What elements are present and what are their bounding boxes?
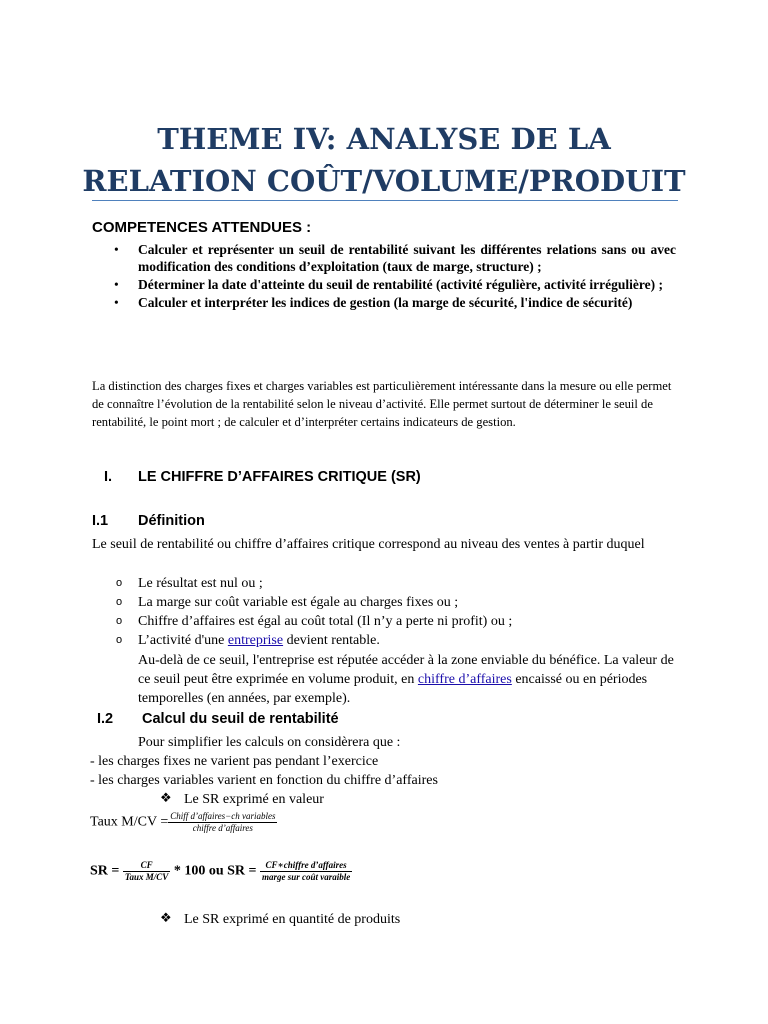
page-title	[60, 118, 708, 202]
definition-paragraph: Le seuil de rentabilité ou chiffre d’affaires critique correspond au niveau des ventes à partir duquel	[92, 537, 645, 552]
subsection-1-title: Définition	[138, 513, 205, 529]
competence-item: • Calculer et représenter un seuil de rentabilité suivant les différentes relations sans ou avec modification des conditions d’exploitation (taux de marge, structure) ;	[114, 242, 676, 274]
taux-label: Taux M/CV =	[90, 814, 169, 830]
list-item: o L’activité d'une entreprise devient rentable.	[116, 633, 380, 648]
definition-list	[116, 574, 676, 650]
sr-fraction-1: $\frac{CF}{\text{Taux M/CV}}$	[124, 860, 169, 882]
diamond-bullet-icon: ❖	[160, 910, 172, 925]
sr-value-heading: Le SR exprimé en valeur	[184, 792, 324, 807]
circle-bullet-icon: o	[116, 615, 123, 627]
bullet-icon: •	[114, 242, 119, 257]
sr-middle: * 100 ou SR =	[173, 863, 257, 879]
calc-intro: Pour simplifier les calculs on considèrera que :	[138, 735, 401, 750]
circle-bullet-icon: o	[116, 634, 123, 646]
section-1-title: LE CHIFFRE D’AFFAIRES CRITIQUE (SR)	[138, 469, 421, 485]
intro-paragraph: La distinction des charges fixes et charges variables est particulièrement intéressante dans la mesure ou elle permet de connaître l’évolution de la rentabilité selon le niveau d’activité. Elle permet surtout de déterminer le seuil de rentabilité, le point mort ; de calculer et d’interpréter certains indicateurs de gestion.	[92, 379, 672, 429]
entreprise-link[interactable]: entreprise	[227, 633, 284, 648]
competence-item: • Calculer et interpréter les indices de gestion (la marge de sécurité, l'indice de sécurité)	[114, 295, 633, 310]
list-item: o Le résultat est nul ou ;	[116, 576, 263, 591]
title-line-1: THEME IV: ANALYSE DE LA	[157, 122, 611, 156]
sr-label: SR =	[90, 863, 120, 879]
assumption-fixed: - les charges fixes ne varient pas pendant l’exercice	[90, 754, 379, 769]
competence-item: • Déterminer la date d'atteinte du seuil de rentabilité (activité régulière, activité irrégulière) ;	[114, 277, 663, 292]
sr-fraction-2: $\frac{\text{CF∗chiffre d’affaires}}{\text{marge sur coût varaible}}$	[261, 860, 351, 882]
circle-bullet-icon: o	[116, 596, 123, 608]
sr-formula	[90, 860, 352, 883]
bullet-icon: •	[114, 277, 119, 292]
diamond-bullet-icon: ❖	[160, 790, 172, 805]
chiffre-affaires-link[interactable]: chiffre d’affaires	[417, 672, 512, 687]
bullet-icon: •	[114, 295, 119, 310]
circle-bullet-icon: o	[116, 577, 123, 589]
assumption-variable: - les charges variables varient en fonction du chiffre d’affaires	[90, 773, 438, 788]
definition-continuation: Au-delà de ce seuil, l'entreprise est réputée accéder à la zone enviable du bénéfice. La valeur de ce seuil peut être exprimée en volume produit, en chiffre d’affaires encaissé ou en périodes temporelles (en années, par exemple).	[138, 653, 674, 706]
list-item: o Chiffre d’affaires est égal au coût total (Il n’y a perte ni profit) ou ;	[116, 614, 513, 629]
subsection-2-title: Calcul du seuil de rentabilité	[142, 711, 339, 727]
section-1-number: I.	[104, 469, 113, 485]
competences-list	[108, 241, 676, 312]
taux-formula	[90, 811, 277, 834]
taux-fraction: $\frac{\text{Chiff d’affaires−ch variables}}{\text{chiffre d’affaires}}$	[170, 811, 276, 833]
list-item: o La marge sur coût variable est égale au charges fixes ou ;	[116, 595, 459, 610]
sr-quantity-heading: Le SR exprimé en quantité de produits	[184, 912, 401, 927]
competences-heading: COMPETENCES ATTENDUES :	[92, 219, 312, 236]
subsection-2-number: I.2	[97, 711, 114, 727]
title-line-2: RELATION COÛT/VOLUME/PRODUIT	[82, 164, 686, 198]
subsection-1-number: I.1	[92, 513, 109, 529]
title-divider	[92, 200, 678, 201]
